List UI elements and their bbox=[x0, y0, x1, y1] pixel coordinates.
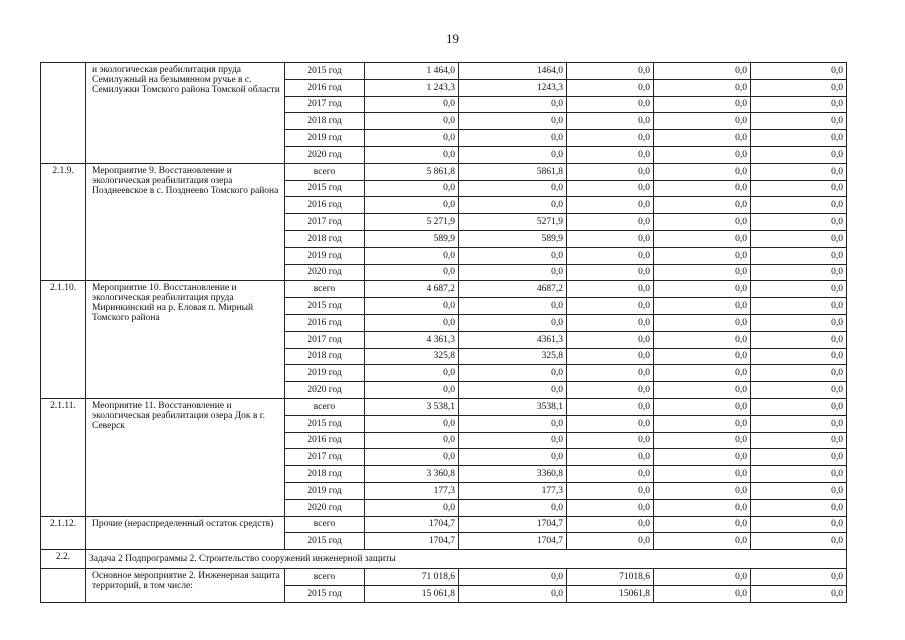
value-cell: 0,0 bbox=[654, 398, 751, 415]
value-cell: 0,0 bbox=[365, 96, 459, 113]
value-cell: 0,0 bbox=[654, 314, 751, 331]
table-row bbox=[41, 163, 847, 180]
value-cell: 1704,7 bbox=[365, 516, 459, 533]
value-cell: 0,0 bbox=[654, 499, 751, 516]
value-cell: 0,0 bbox=[459, 264, 567, 281]
value-cell: 589,9 bbox=[459, 230, 567, 247]
period-cell: всего bbox=[285, 516, 365, 533]
value-cell: 0,0 bbox=[751, 230, 847, 247]
value-cell: 0,0 bbox=[654, 516, 751, 533]
period-cell: 2016 год bbox=[285, 432, 365, 449]
value-cell: 0,0 bbox=[567, 331, 654, 348]
period-cell: 2020 год bbox=[285, 382, 365, 399]
value-cell: 0,0 bbox=[567, 348, 654, 365]
value-cell: 0,0 bbox=[751, 466, 847, 483]
value-cell: 0,0 bbox=[365, 415, 459, 432]
value-cell: 0,0 bbox=[459, 314, 567, 331]
value-cell: 0,0 bbox=[751, 398, 847, 415]
period-cell: 2017 год bbox=[285, 449, 365, 466]
row-number bbox=[41, 63, 86, 164]
value-cell: 15 061,8 bbox=[365, 585, 459, 602]
value-cell: 0,0 bbox=[654, 348, 751, 365]
value-cell: 0,0 bbox=[365, 247, 459, 264]
value-cell: 0,0 bbox=[567, 432, 654, 449]
value-cell: 0,0 bbox=[365, 499, 459, 516]
value-cell: 0,0 bbox=[751, 432, 847, 449]
measure-name: Мероприятие 9. Восстановление и экологическая реабилитация озера Позднеевское в с. Позднеево Томского района bbox=[86, 163, 285, 281]
period-cell: 2019 год bbox=[285, 130, 365, 147]
value-cell: 0,0 bbox=[751, 499, 847, 516]
table-row bbox=[41, 568, 847, 585]
value-cell: 325,8 bbox=[365, 348, 459, 365]
row-number bbox=[41, 568, 86, 602]
value-cell: 0,0 bbox=[751, 533, 847, 550]
value-cell: 0,0 bbox=[365, 197, 459, 214]
value-cell: 0,0 bbox=[654, 298, 751, 315]
budget-table bbox=[40, 62, 847, 603]
value-cell: 0,0 bbox=[567, 163, 654, 180]
value-cell: 1704,7 bbox=[459, 533, 567, 550]
measure-name: Меоприятие 11. Восстановление и экологическая реабилитация озера Док в г. Северск bbox=[86, 398, 285, 516]
value-cell: 177,3 bbox=[459, 482, 567, 499]
value-cell: 0,0 bbox=[459, 96, 567, 113]
value-cell: 71018,6 bbox=[567, 568, 654, 585]
value-cell: 0,0 bbox=[654, 214, 751, 231]
period-cell: 2020 год bbox=[285, 146, 365, 163]
value-cell: 0,0 bbox=[459, 365, 567, 382]
value-cell: 0,0 bbox=[365, 365, 459, 382]
value-cell: 0,0 bbox=[567, 180, 654, 197]
value-cell: 0,0 bbox=[654, 568, 751, 585]
value-cell: 1704,7 bbox=[365, 533, 459, 550]
value-cell: 0,0 bbox=[654, 382, 751, 399]
value-cell: 0,0 bbox=[654, 415, 751, 432]
value-cell: 0,0 bbox=[751, 314, 847, 331]
value-cell: 0,0 bbox=[654, 281, 751, 298]
value-cell: 0,0 bbox=[654, 79, 751, 96]
measure-name: и экологическая реабилитация пруда Семилужный на безымянном ручье в с. Семилужки Томского района Томской области bbox=[86, 63, 285, 164]
row-number: 2.1.11. bbox=[41, 398, 86, 516]
value-cell: 0,0 bbox=[365, 264, 459, 281]
value-cell: 0,0 bbox=[654, 96, 751, 113]
value-cell: 0,0 bbox=[654, 365, 751, 382]
value-cell: 15061,8 bbox=[567, 585, 654, 602]
value-cell: 0,0 bbox=[654, 331, 751, 348]
period-cell: 2019 год bbox=[285, 482, 365, 499]
value-cell: 5 271,9 bbox=[365, 214, 459, 231]
value-cell: 0,0 bbox=[567, 482, 654, 499]
value-cell: 0,0 bbox=[459, 568, 567, 585]
value-cell: 0,0 bbox=[654, 449, 751, 466]
value-cell: 0,0 bbox=[751, 331, 847, 348]
value-cell: 0,0 bbox=[654, 432, 751, 449]
value-cell: 0,0 bbox=[654, 197, 751, 214]
measure-name: Мероприятие 10. Восстановление и экологическая реабилитация пруда Миринкинский на р. Еловая п. Мирный Томского района bbox=[86, 281, 285, 399]
value-cell: 0,0 bbox=[567, 113, 654, 130]
value-cell: 0,0 bbox=[567, 449, 654, 466]
period-cell: 2019 год bbox=[285, 247, 365, 264]
value-cell: 1704,7 bbox=[459, 516, 567, 533]
period-cell: всего bbox=[285, 163, 365, 180]
value-cell: 0,0 bbox=[751, 63, 847, 80]
value-cell: 0,0 bbox=[751, 163, 847, 180]
value-cell: 0,0 bbox=[654, 466, 751, 483]
value-cell: 0,0 bbox=[459, 146, 567, 163]
period-cell: 2015 год bbox=[285, 63, 365, 80]
value-cell: 0,0 bbox=[567, 63, 654, 80]
row-number: 2.1.12. bbox=[41, 516, 86, 550]
value-cell: 0,0 bbox=[365, 449, 459, 466]
task-row bbox=[41, 550, 847, 569]
value-cell: 0,0 bbox=[567, 499, 654, 516]
value-cell: 0,0 bbox=[567, 264, 654, 281]
value-cell: 0,0 bbox=[751, 348, 847, 365]
value-cell: 0,0 bbox=[751, 113, 847, 130]
value-cell: 0,0 bbox=[654, 63, 751, 80]
period-cell: 2020 год bbox=[285, 264, 365, 281]
value-cell: 0,0 bbox=[567, 281, 654, 298]
period-cell: 2020 год bbox=[285, 499, 365, 516]
value-cell: 0,0 bbox=[654, 230, 751, 247]
value-cell: 4 687,2 bbox=[365, 281, 459, 298]
value-cell: 0,0 bbox=[751, 146, 847, 163]
value-cell: 1 464,0 bbox=[365, 63, 459, 80]
period-cell: 2017 год bbox=[285, 214, 365, 231]
value-cell: 4 361,3 bbox=[365, 331, 459, 348]
value-cell: 589,9 bbox=[365, 230, 459, 247]
value-cell: 0,0 bbox=[459, 499, 567, 516]
measure-name: Прочие (нераспределенный остаток средств) bbox=[86, 516, 285, 550]
value-cell: 0,0 bbox=[751, 281, 847, 298]
period-cell: 2018 год bbox=[285, 348, 365, 365]
value-cell: 0,0 bbox=[751, 96, 847, 113]
value-cell: 0,0 bbox=[751, 449, 847, 466]
value-cell: 5271,9 bbox=[459, 214, 567, 231]
value-cell: 0,0 bbox=[459, 130, 567, 147]
value-cell: 4361,3 bbox=[459, 331, 567, 348]
value-cell: 1243,3 bbox=[459, 79, 567, 96]
value-cell: 0,0 bbox=[751, 482, 847, 499]
value-cell: 71 018,6 bbox=[365, 568, 459, 585]
value-cell: 3538,1 bbox=[459, 398, 567, 415]
value-cell: 0,0 bbox=[751, 130, 847, 147]
value-cell: 0,0 bbox=[751, 382, 847, 399]
period-cell: 2018 год bbox=[285, 466, 365, 483]
value-cell: 4687,2 bbox=[459, 281, 567, 298]
value-cell: 0,0 bbox=[751, 298, 847, 315]
value-cell: 0,0 bbox=[751, 247, 847, 264]
value-cell: 0,0 bbox=[751, 415, 847, 432]
period-cell: 2015 год bbox=[285, 298, 365, 315]
value-cell: 0,0 bbox=[459, 382, 567, 399]
value-cell: 0,0 bbox=[567, 79, 654, 96]
value-cell: 177,3 bbox=[365, 482, 459, 499]
value-cell: 0,0 bbox=[654, 264, 751, 281]
value-cell: 1 243,3 bbox=[365, 79, 459, 96]
value-cell: 0,0 bbox=[567, 96, 654, 113]
value-cell: 0,0 bbox=[567, 298, 654, 315]
value-cell: 0,0 bbox=[567, 247, 654, 264]
value-cell: 0,0 bbox=[459, 298, 567, 315]
period-cell: всего bbox=[285, 568, 365, 585]
row-number: 2.1.9. bbox=[41, 163, 86, 281]
value-cell: 5 861,8 bbox=[365, 163, 459, 180]
value-cell: 0,0 bbox=[567, 130, 654, 147]
value-cell: 0,0 bbox=[654, 247, 751, 264]
value-cell: 0,0 bbox=[365, 130, 459, 147]
value-cell: 3360,8 bbox=[459, 466, 567, 483]
period-cell: 2015 год bbox=[285, 533, 365, 550]
value-cell: 0,0 bbox=[567, 415, 654, 432]
value-cell: 0,0 bbox=[459, 247, 567, 264]
period-cell: 2015 год bbox=[285, 585, 365, 602]
value-cell: 0,0 bbox=[567, 365, 654, 382]
value-cell: 0,0 bbox=[459, 432, 567, 449]
period-cell: 2018 год bbox=[285, 230, 365, 247]
value-cell: 0,0 bbox=[751, 180, 847, 197]
value-cell: 1464,0 bbox=[459, 63, 567, 80]
value-cell: 0,0 bbox=[459, 415, 567, 432]
value-cell: 0,0 bbox=[751, 197, 847, 214]
value-cell: 325,8 bbox=[459, 348, 567, 365]
value-cell: 0,0 bbox=[365, 382, 459, 399]
value-cell: 0,0 bbox=[365, 298, 459, 315]
value-cell: 0,0 bbox=[459, 449, 567, 466]
value-cell: 0,0 bbox=[567, 146, 654, 163]
period-cell: 2015 год bbox=[285, 415, 365, 432]
value-cell: 5861,8 bbox=[459, 163, 567, 180]
value-cell: 0,0 bbox=[459, 180, 567, 197]
value-cell: 0,0 bbox=[654, 585, 751, 602]
value-cell: 0,0 bbox=[751, 214, 847, 231]
value-cell: 0,0 bbox=[751, 79, 847, 96]
period-cell: 2017 год bbox=[285, 331, 365, 348]
value-cell: 0,0 bbox=[567, 516, 654, 533]
value-cell: 0,0 bbox=[751, 568, 847, 585]
value-cell: 0,0 bbox=[654, 533, 751, 550]
value-cell: 3 360,8 bbox=[365, 466, 459, 483]
value-cell: 0,0 bbox=[567, 533, 654, 550]
value-cell: 0,0 bbox=[567, 466, 654, 483]
value-cell: 0,0 bbox=[567, 230, 654, 247]
table-row bbox=[41, 398, 847, 415]
value-cell: 0,0 bbox=[751, 585, 847, 602]
value-cell: 0,0 bbox=[751, 264, 847, 281]
measure-name: Основное мероприятие 2. Инженерная защита территорий, в том числе: bbox=[86, 568, 285, 602]
value-cell: 0,0 bbox=[654, 482, 751, 499]
value-cell: 0,0 bbox=[459, 113, 567, 130]
period-cell: 2015 год bbox=[285, 180, 365, 197]
value-cell: 0,0 bbox=[654, 113, 751, 130]
task-title: Задача 2 Подпрограммы 2. Строительство сооружений инженерной защиты bbox=[86, 550, 847, 569]
value-cell: 0,0 bbox=[567, 197, 654, 214]
value-cell: 0,0 bbox=[567, 398, 654, 415]
value-cell: 0,0 bbox=[567, 382, 654, 399]
value-cell: 0,0 bbox=[654, 146, 751, 163]
period-cell: 2017 год bbox=[285, 96, 365, 113]
value-cell: 0,0 bbox=[459, 197, 567, 214]
value-cell: 0,0 bbox=[751, 365, 847, 382]
table-row bbox=[41, 63, 847, 80]
period-cell: 2019 год bbox=[285, 365, 365, 382]
period-cell: всего bbox=[285, 281, 365, 298]
value-cell: 0,0 bbox=[567, 314, 654, 331]
value-cell: 0,0 bbox=[654, 163, 751, 180]
row-number: 2.1.10. bbox=[41, 281, 86, 399]
value-cell: 0,0 bbox=[365, 113, 459, 130]
row-number: 2.2. bbox=[41, 550, 86, 569]
value-cell: 0,0 bbox=[459, 585, 567, 602]
value-cell: 0,0 bbox=[365, 146, 459, 163]
period-cell: 2016 год bbox=[285, 79, 365, 96]
period-cell: всего bbox=[285, 398, 365, 415]
value-cell: 0,0 bbox=[751, 516, 847, 533]
value-cell: 0,0 bbox=[365, 180, 459, 197]
value-cell: 0,0 bbox=[654, 180, 751, 197]
value-cell: 0,0 bbox=[654, 130, 751, 147]
value-cell: 0,0 bbox=[365, 314, 459, 331]
period-cell: 2016 год bbox=[285, 197, 365, 214]
table-row bbox=[41, 516, 847, 533]
value-cell: 0,0 bbox=[567, 214, 654, 231]
period-cell: 2018 год bbox=[285, 113, 365, 130]
value-cell: 0,0 bbox=[365, 432, 459, 449]
period-cell: 2016 год bbox=[285, 314, 365, 331]
value-cell: 3 538,1 bbox=[365, 398, 459, 415]
page-number: 19 bbox=[446, 31, 459, 46]
table-row bbox=[41, 281, 847, 298]
